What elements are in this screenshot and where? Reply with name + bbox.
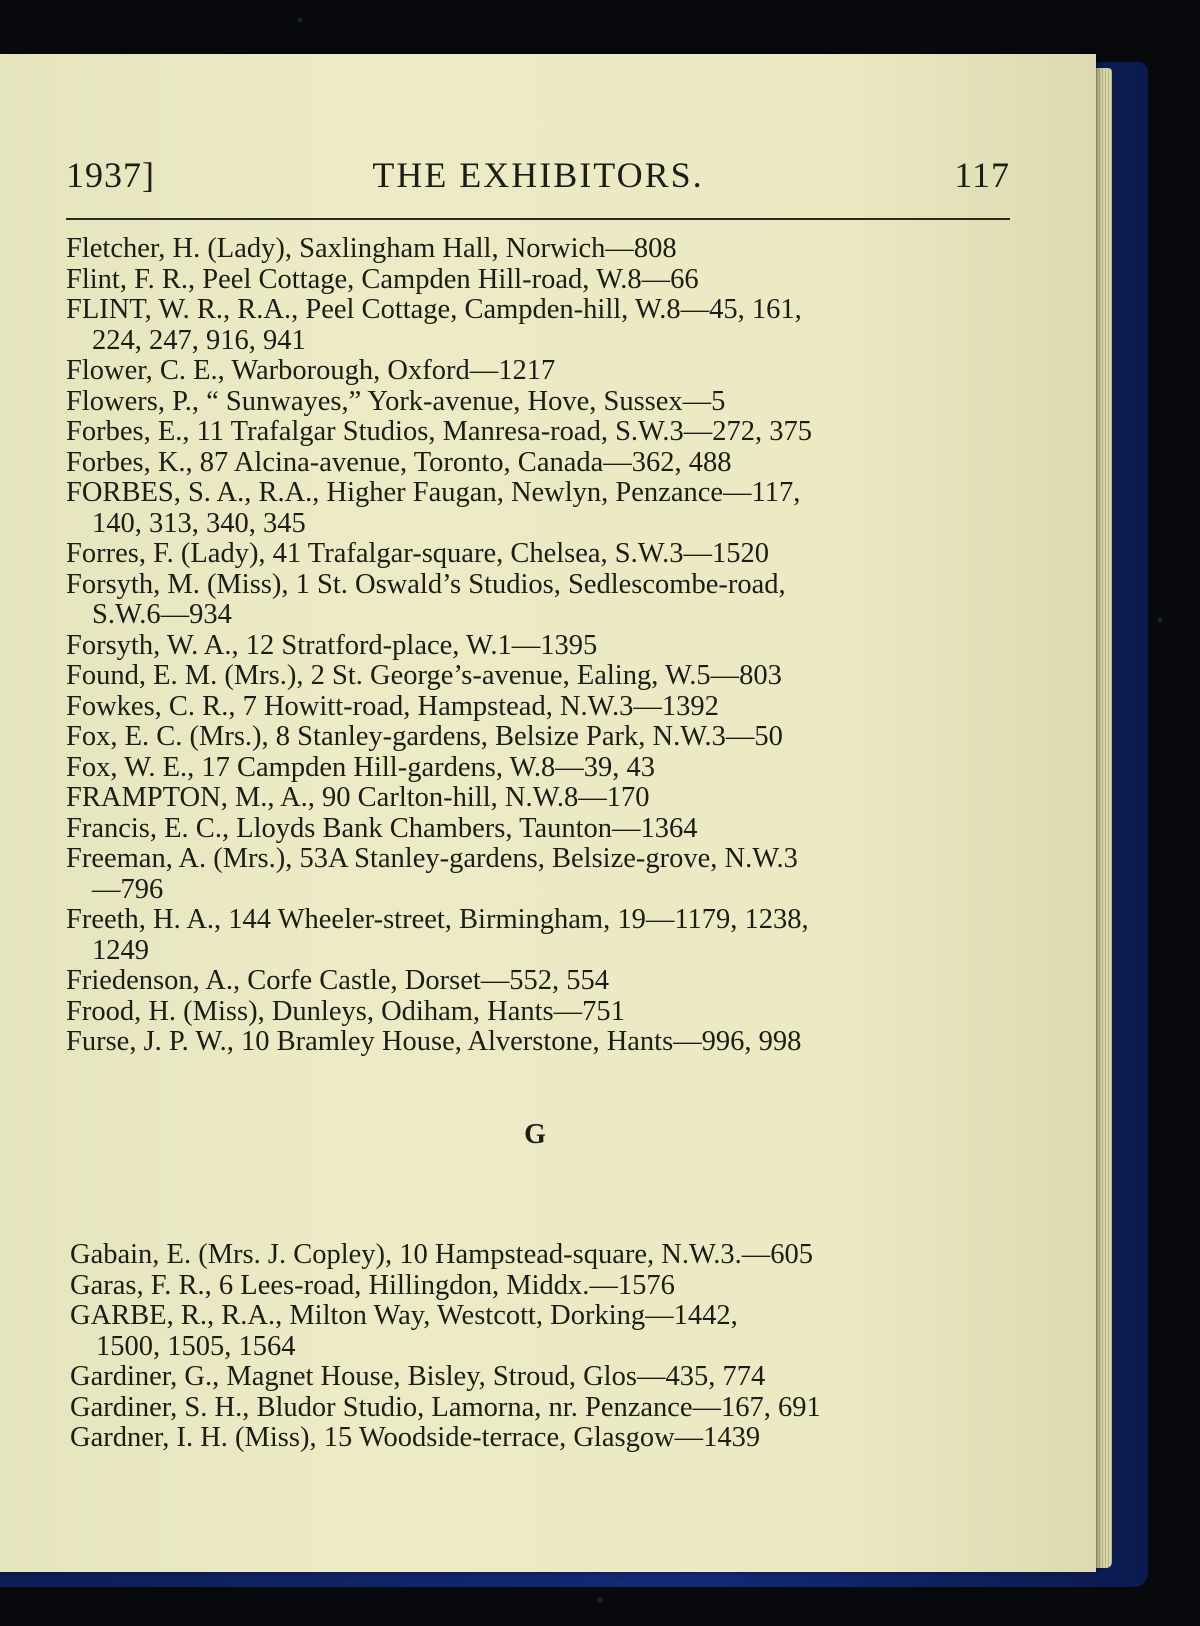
list-item: Fletcher, H. (Lady), Saxlingham Hall, Norwich—808 xyxy=(66,233,677,264)
list-item: FORBES, S. A., R.A., Higher Faugan, Newlyn, Penzance—117, xyxy=(66,477,801,508)
list-item: Found, E. M. (Mrs.), 2 St. George’s-avenue, Ealing, W.5—803 xyxy=(66,660,782,691)
list-item: Forsyth, M. (Miss), 1 St. Oswald’s Studios, Sedlescombe-road, xyxy=(66,568,786,600)
list-item: Flowers, P., “ Sunwayes,” York-avenue, Hove, Sussex—5 xyxy=(66,385,726,417)
list-item: Friedenson, A., Corfe Castle, Dorset—552, 554 xyxy=(66,965,610,996)
list-item-continuation: 140, 313, 340, 345 xyxy=(92,507,306,539)
list-item: Freeth, H. A., 144 Wheeler-street, Birmingham, 19—1179, 1238, xyxy=(66,904,809,935)
list-item-continuation: 1249 xyxy=(92,934,149,966)
list-item: Fox, W. E., 17 Campden Hill-gardens, W.8—39, 43 xyxy=(66,751,655,783)
list-item: Forres, F. (Lady), 41 Trafalgar-square, Chelsea, S.W.3—1520 xyxy=(66,538,769,569)
running-header xyxy=(66,154,1010,214)
list-item: Fox, E. C. (Mrs.), 8 Stanley-gardens, Belsize Park, N.W.3—50 xyxy=(66,721,783,752)
header-rule xyxy=(66,218,1010,220)
list-item: GARBE, R., R.A., Milton Way, Westcott, Dorking—1442, xyxy=(70,1300,738,1331)
list-item: Garas, F. R., 6 Lees-road, Hillingdon, Middx.—1576 xyxy=(70,1269,675,1301)
exhibitor-list-g xyxy=(70,1240,1030,1454)
list-item: Flower, C. E., Warborough, Oxford—1217 xyxy=(66,355,556,386)
list-item-continuation: 1500, 1505, 1564 xyxy=(96,1330,296,1362)
page-title: THE EXHIBITORS. xyxy=(372,155,704,195)
list-item: Fowkes, C. R., 7 Howitt-road, Hampstead, N.W.3—1392 xyxy=(66,690,719,722)
header-year: 1937] xyxy=(66,155,155,195)
list-item: FLINT, W. R., R.A., Peel Cottage, Campden-hill, W.8—45, 161, xyxy=(66,294,802,325)
list-item: Gardner, I. H. (Miss), 15 Woodside-terrace, Glasgow—1439 xyxy=(70,1422,761,1453)
list-item-continuation: S.W.6—934 xyxy=(92,599,232,630)
book-page xyxy=(0,54,1096,1572)
page-number: 117 xyxy=(954,155,1010,195)
list-item: Forbes, K., 87 Alcina-avenue, Toronto, Canada—362, 488 xyxy=(66,446,732,478)
list-item: Gardiner, G., Magnet House, Bisley, Stroud, Glos—435, 774 xyxy=(70,1361,766,1392)
list-item: Forbes, E., 11 Trafalgar Studios, Manresa-road, S.W.3—272, 375 xyxy=(66,416,812,447)
list-item: Frood, H. (Miss), Dunleys, Odiham, Hants—751 xyxy=(66,995,625,1027)
exhibitor-list-f xyxy=(66,234,1026,1058)
list-item: Furse, J. P. W., 10 Bramley House, Alverstone, Hants—996, 998 xyxy=(66,1026,802,1057)
section-heading-g: G xyxy=(524,1119,546,1150)
list-item-continuation: 224, 247, 916, 941 xyxy=(92,324,306,356)
list-item: FRAMPTON, M., A., 90 Carlton-hill, N.W.8—170 xyxy=(66,782,650,813)
list-item: Forsyth, W. A., 12 Stratford-place, W.1—1395 xyxy=(66,629,598,661)
list-item: Gardiner, S. H., Bludor Studio, Lamorna, nr. Penzance—167, 691 xyxy=(70,1391,821,1423)
list-item-continuation: —796 xyxy=(92,873,164,905)
list-item: Francis, E. C., Lloyds Bank Chambers, Taunton—1364 xyxy=(66,812,698,844)
list-item: Flint, F. R., Peel Cottage, Campden Hill-road, W.8—66 xyxy=(66,263,699,295)
list-item: Freeman, A. (Mrs.), 53A Stanley-gardens, Belsize-grove, N.W.3 xyxy=(66,843,798,874)
list-item: Gabain, E. (Mrs. J. Copley), 10 Hampstead-square, N.W.3.—605 xyxy=(70,1239,813,1270)
